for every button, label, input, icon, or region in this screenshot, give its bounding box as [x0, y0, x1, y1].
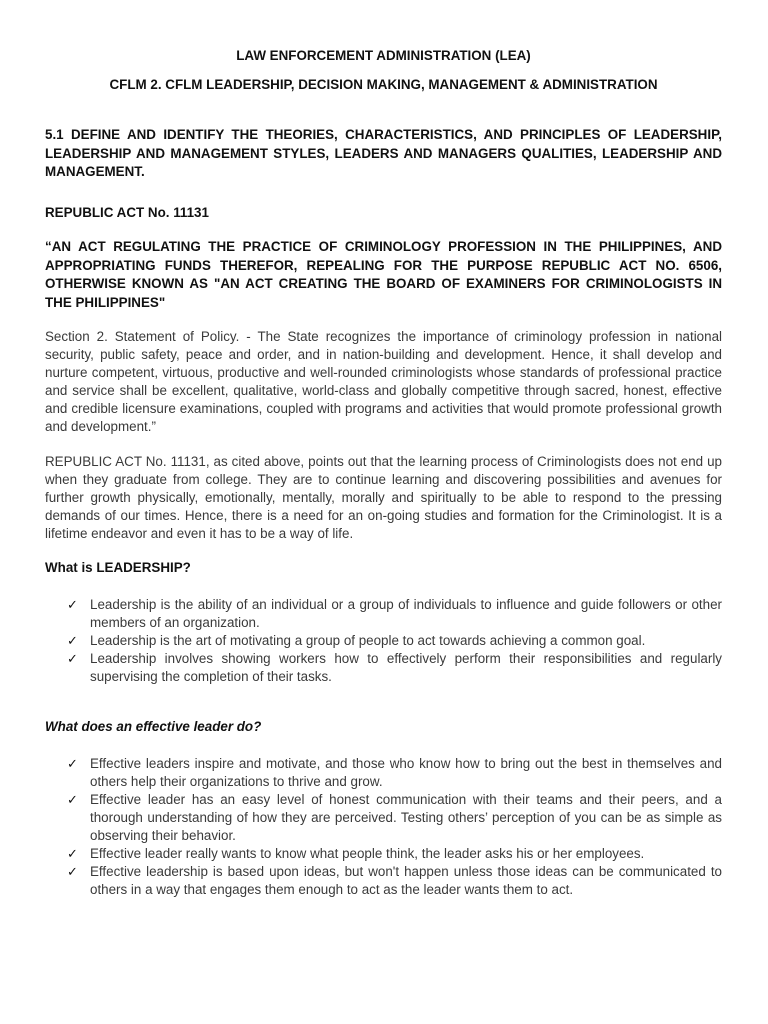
- leadership-definition-list: [45, 596, 722, 686]
- republic-act-label: REPUBLIC ACT No. 11131: [45, 205, 209, 220]
- learning-objective: 5.1 DEFINE AND IDENTIFY THE THEORIES, CHARACTERISTICS, AND PRINCIPLES OF LEADERSHIP, LEADERSHIP AND MANAGEMENT STYLES, LEADERS AND MANAGERS QUALITIES, LEADERSHIP AND MANAGEMENT.: [45, 127, 722, 179]
- list-item-text: Leadership is the ability of an individual or a group of individuals to influence and guide followers or other members of an organization.: [90, 597, 722, 630]
- list-item-text: Effective leaders inspire and motivate, and those who know how to bring out the best in themselves and others help their organizations to thrive and grow.: [90, 756, 722, 789]
- checkmark-icon: ✓: [67, 864, 78, 879]
- list-item-text: Effective leader really wants to know what people think, the leader asks his or her employees.: [90, 846, 645, 861]
- list-item: [45, 632, 722, 650]
- course-title: LAW ENFORCEMENT ADMINISTRATION (LEA): [236, 48, 531, 63]
- list-item-text: Effective leader has an easy level of honest communication with their teams and their peers, and a thorough understanding of how they are perceived. Testing others’ perception of you can be as simple as observing their behavior.: [90, 792, 722, 843]
- list-item: [45, 596, 722, 632]
- checkmark-icon: ✓: [67, 756, 78, 771]
- list-item-text: Leadership is the art of motivating a group of people to act towards achieving a common goal.: [90, 633, 646, 648]
- list-item: [45, 863, 722, 899]
- effective-leader-heading: What does an effective leader do?: [45, 719, 262, 734]
- commentary-paragraph: REPUBLIC ACT No. 11131, as cited above, points out that the learning process of Criminologists does not end up when they graduate from college. They are to continue learning and discovering possibilities and avenues for further growth physically, emotionally, mentally, morally and spiritually to be able to respond to the pressing demands of our times. Hence, there is a need for an on-going studies and formation for the Criminologist. It is a lifetime endeavor and even it has to be a way of life.: [45, 454, 722, 541]
- checkmark-icon: ✓: [67, 633, 78, 648]
- list-item: [45, 755, 722, 791]
- module-title: CFLM 2. CFLM LEADERSHIP, DECISION MAKING, MANAGEMENT & ADMINISTRATION: [109, 77, 658, 92]
- checkmark-icon: ✓: [67, 792, 78, 807]
- checkmark-icon: ✓: [67, 846, 78, 861]
- effective-leader-list: [45, 755, 722, 899]
- checkmark-icon: ✓: [67, 597, 78, 612]
- list-item-text: Effective leadership is based upon ideas, but won't happen unless those ideas can be communicated to others in a way that engages them enough to act as the leader wants them to act.: [90, 864, 722, 897]
- list-item-text: Leadership involves showing workers how to effectively perform their responsibilities and regularly supervising the completion of their tasks.: [90, 651, 722, 684]
- checkmark-icon: ✓: [67, 651, 78, 666]
- list-item: [45, 650, 722, 686]
- republic-act-title: “AN ACT REGULATING THE PRACTICE OF CRIMINOLOGY PROFESSION IN THE PHILIPPINES, AND APPROPRIATING FUNDS THEREFOR, REPEALING FOR THE PURPOSE REPUBLIC ACT NO. 6506, OTHERWISE KNOWN AS "AN ACT CREATING THE BOARD OF EXAMINERS FOR CRIMINOLOGISTS IN THE PHILIPPINES": [45, 239, 722, 310]
- list-item: [45, 845, 722, 863]
- what-is-leadership-heading: What is LEADERSHIP?: [45, 560, 191, 575]
- section-2-paragraph: Section 2. Statement of Policy. - The State recognizes the importance of criminology profession in national security, public safety, peace and order, and in nation-building and development. Hence, it shall develop and nurture competent, virtuous, productive and well-rounded criminologists whose standards of professional practice and service shall be excellent, qualitative, world-class and globally competitive through sacred, honest, effective and credible licensure examinations, coupled with programs and activities that would promote professional growth and development.”: [45, 329, 722, 434]
- list-item: [45, 791, 722, 845]
